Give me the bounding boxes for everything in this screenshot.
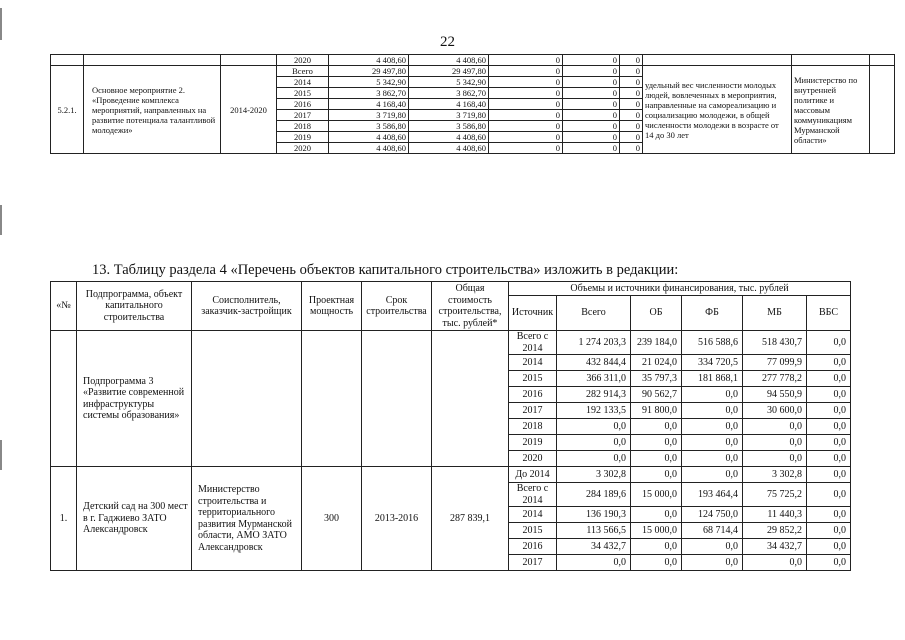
header-ob: ОБ: [631, 296, 682, 331]
page-edge-mark: [0, 440, 2, 470]
vbs-cell: 0,0: [807, 467, 851, 483]
header-source: Источник: [509, 296, 557, 331]
amount-cell: 0: [620, 121, 643, 132]
table-row: [51, 467, 851, 483]
table-row: [51, 66, 895, 77]
amount-cell: 4 408,60: [409, 143, 489, 154]
amount-cell: 0: [563, 99, 620, 110]
amount-cell: 5 342,90: [329, 77, 409, 88]
vbs-cell: 0,0: [807, 523, 851, 539]
amount-cell: 0: [489, 132, 563, 143]
mb-cell: 0,0: [743, 435, 807, 451]
source-cell: 2017: [509, 403, 557, 419]
amount-cell: 0: [489, 77, 563, 88]
amount-cell: 3 862,70: [409, 88, 489, 99]
header-capacity: Проектная мощность: [302, 282, 362, 331]
total-cell: 1 274 203,3: [557, 331, 631, 355]
fb-cell: 124 750,0: [682, 507, 743, 523]
object-name: Детский сад на 300 мест в г. Гаджиево ЗАТО Александровск: [77, 467, 192, 571]
fb-cell: 0,0: [682, 451, 743, 467]
source-cell: 2020: [509, 451, 557, 467]
header-cost: Общая стоимость строительства, тыс. рублей*: [432, 282, 509, 331]
amount-cell: 0: [620, 143, 643, 154]
amount-cell: 29 497,80: [409, 66, 489, 77]
source-cell: 2016: [509, 539, 557, 555]
amount-cell: 0: [489, 88, 563, 99]
ob-cell: 0,0: [631, 419, 682, 435]
amount-cell: 0: [563, 143, 620, 154]
ob-cell: 0,0: [631, 507, 682, 523]
year-cell: 2018: [277, 121, 329, 132]
total-cell: 113 566,5: [557, 523, 631, 539]
fb-cell: 0,0: [682, 467, 743, 483]
year-cell: 2016: [277, 99, 329, 110]
vbs-cell: 0,0: [807, 539, 851, 555]
section-heading: 13. Таблицу раздела 4 «Перечень объектов капитального строительства» изложить в редакции:: [92, 262, 679, 278]
object-cost: 287 839,1: [432, 467, 509, 571]
vbs-cell: 0,0: [807, 331, 851, 355]
source-cell: Всего с 2014: [509, 331, 557, 355]
amount-cell: 4 168,40: [329, 99, 409, 110]
source-cell: 2015: [509, 523, 557, 539]
total-cell: 192 133,5: [557, 403, 631, 419]
mb-cell: 29 852,2: [743, 523, 807, 539]
vbs-cell: 0,0: [807, 555, 851, 571]
total-cell: 3 302,8: [557, 467, 631, 483]
vbs-cell: 0,0: [807, 355, 851, 371]
header-funding: Объемы и источники финансирования, тыс. рублей: [509, 282, 851, 296]
vbs-cell: 0,0: [807, 403, 851, 419]
year-cell: 2019: [277, 132, 329, 143]
executor: Министерство по внутренней политике и массовым коммуникациям Мурманской области»: [792, 66, 870, 154]
mb-cell: 518 430,7: [743, 331, 807, 355]
total-cell: 0,0: [557, 435, 631, 451]
amount-cell: 0: [620, 132, 643, 143]
amount-cell: 5 342,90: [409, 77, 489, 88]
page-edge-mark: [0, 8, 2, 40]
mb-cell: 277 778,2: [743, 371, 807, 387]
source-cell: 2018: [509, 419, 557, 435]
header-fb: ФБ: [682, 296, 743, 331]
amount-cell: 0: [489, 66, 563, 77]
mb-cell: 94 550,9: [743, 387, 807, 403]
amount-cell: 0: [563, 110, 620, 121]
source-cell: 2015: [509, 371, 557, 387]
source-cell: До 2014: [509, 467, 557, 483]
amount-cell: 0: [563, 88, 620, 99]
ob-cell: 0,0: [631, 467, 682, 483]
vbs-cell: 0,0: [807, 419, 851, 435]
ob-cell: 21 024,0: [631, 355, 682, 371]
amount-cell: 3 586,80: [409, 121, 489, 132]
ob-cell: 90 562,7: [631, 387, 682, 403]
amount-cell: 0: [489, 99, 563, 110]
vbs-cell: 0,0: [807, 483, 851, 507]
total-cell: 0,0: [557, 451, 631, 467]
empty-cell: [362, 331, 432, 467]
total-cell: 282 914,3: [557, 387, 631, 403]
total-cell: 136 190,3: [557, 507, 631, 523]
header-executor: Соисполнитель, заказчик-застройщик: [192, 282, 302, 331]
source-cell: 2014: [509, 507, 557, 523]
object-executor: Министерство строительства и территориального развития Мурманской области, АМО ЗАТО Александровск: [192, 467, 302, 571]
amount-cell: 0: [563, 66, 620, 77]
total-cell: 0,0: [557, 555, 631, 571]
fb-cell: 516 588,6: [682, 331, 743, 355]
mb-cell: 34 432,7: [743, 539, 807, 555]
mb-cell: 11 440,3: [743, 507, 807, 523]
mb-cell: 0,0: [743, 451, 807, 467]
source-cell: 2014: [509, 355, 557, 371]
fb-cell: 334 720,5: [682, 355, 743, 371]
total-cell: 34 432,7: [557, 539, 631, 555]
ob-cell: 0,0: [631, 435, 682, 451]
total-cell: 366 311,0: [557, 371, 631, 387]
amount-cell: 0: [563, 132, 620, 143]
mb-cell: 0,0: [743, 419, 807, 435]
header-vbs: ВБС: [807, 296, 851, 331]
amount-cell: 3 719,80: [409, 110, 489, 121]
amount-cell: 0: [489, 121, 563, 132]
amount-cell: 0: [489, 143, 563, 154]
page-edge-mark: [0, 205, 2, 235]
year-cell: 2015: [277, 88, 329, 99]
source-cell: 2019: [509, 435, 557, 451]
vbs-cell: 0,0: [807, 387, 851, 403]
total-cell: 284 189,6: [557, 483, 631, 507]
fb-cell: 0,0: [682, 539, 743, 555]
ob-cell: 15 000,0: [631, 523, 682, 539]
year-cell: 2017: [277, 110, 329, 121]
source-cell: 2016: [509, 387, 557, 403]
empty-cell: [51, 331, 77, 467]
table-row: 2020 4 408,60 4 408,60 0 0 0: [51, 55, 895, 66]
amount-cell: 0: [563, 121, 620, 132]
mb-cell: 77 099,9: [743, 355, 807, 371]
amount-cell: 0: [620, 77, 643, 88]
source-cell: 2017: [509, 555, 557, 571]
table-row: [51, 331, 851, 355]
amount-cell: 0: [620, 110, 643, 121]
fb-cell: 193 464,4: [682, 483, 743, 507]
ob-cell: 15 000,0: [631, 483, 682, 507]
amount-cell: 4 408,60: [329, 132, 409, 143]
indicator: удельный вес численности молодых людей, вовлеченных в мероприятия, направленные на самореализацию и социализацию молодежи, в общей численности молодежи в возрасте от 14 до 30 лет: [643, 66, 792, 154]
vbs-cell: 0,0: [807, 371, 851, 387]
fb-cell: 0,0: [682, 435, 743, 451]
fb-cell: 0,0: [682, 403, 743, 419]
source-cell: Всего с 2014: [509, 483, 557, 507]
amount-cell: 3 719,80: [329, 110, 409, 121]
amount-cell: 4 408,60: [409, 132, 489, 143]
amount-cell: 4 168,40: [409, 99, 489, 110]
fb-cell: 0,0: [682, 419, 743, 435]
ob-cell: 0,0: [631, 539, 682, 555]
capital-construction-table: [50, 281, 851, 571]
subprogram-name: Подпрограмма 3 «Развитие современной инфраструктуры системы образования»: [77, 331, 192, 467]
total-cell: 0,0: [557, 419, 631, 435]
amount-cell: 4 408,60: [329, 143, 409, 154]
object-term: 2013-2016: [362, 467, 432, 571]
year-cell: 2014: [277, 77, 329, 88]
fb-cell: 0,0: [682, 387, 743, 403]
object-number: 1.: [51, 467, 77, 571]
vbs-cell: 0,0: [807, 435, 851, 451]
ob-cell: 91 800,0: [631, 403, 682, 419]
amount-cell: 0: [489, 110, 563, 121]
period: 2014-2020: [221, 66, 277, 154]
amount-cell: 3 586,80: [329, 121, 409, 132]
amount-cell: 0: [620, 88, 643, 99]
page-number: 22: [440, 34, 455, 50]
mb-cell: 0,0: [743, 555, 807, 571]
header-total: Всего: [557, 296, 631, 331]
header-no: «№: [51, 282, 77, 331]
header-term: Срок строительства: [362, 282, 432, 331]
vbs-cell: 0,0: [807, 451, 851, 467]
program-activities-table: [50, 54, 895, 154]
amount-cell: 0: [620, 99, 643, 110]
ob-cell: 0,0: [631, 451, 682, 467]
empty-cell: [432, 331, 509, 467]
ob-cell: 0,0: [631, 555, 682, 571]
empty-cell: [870, 66, 895, 154]
header-row: [51, 282, 851, 296]
empty-cell: [192, 331, 302, 467]
amount-cell: 0: [563, 77, 620, 88]
amount-cell: 29 497,80: [329, 66, 409, 77]
header-mb: МБ: [743, 296, 807, 331]
mb-cell: 75 725,2: [743, 483, 807, 507]
activity-name: Основное мероприятие 2. «Проведение комплекса мероприятий, направленных на развитие потенциала талантливой молодежи»: [84, 66, 221, 154]
year-cell: 2020: [277, 143, 329, 154]
ob-cell: 35 797,3: [631, 371, 682, 387]
amount-cell: 0: [620, 66, 643, 77]
amount-cell: 3 862,70: [329, 88, 409, 99]
total-cell: 432 844,4: [557, 355, 631, 371]
header-subprogram: Подпрограмма, объект капитального строительства: [77, 282, 192, 331]
fb-cell: 68 714,4: [682, 523, 743, 539]
fb-cell: 181 868,1: [682, 371, 743, 387]
item-number: 5.2.1.: [51, 66, 84, 154]
year-cell: Всего: [277, 66, 329, 77]
ob-cell: 239 184,0: [631, 331, 682, 355]
empty-cell: [302, 331, 362, 467]
object-capacity: 300: [302, 467, 362, 571]
vbs-cell: 0,0: [807, 507, 851, 523]
fb-cell: 0,0: [682, 555, 743, 571]
mb-cell: 30 600,0: [743, 403, 807, 419]
mb-cell: 3 302,8: [743, 467, 807, 483]
